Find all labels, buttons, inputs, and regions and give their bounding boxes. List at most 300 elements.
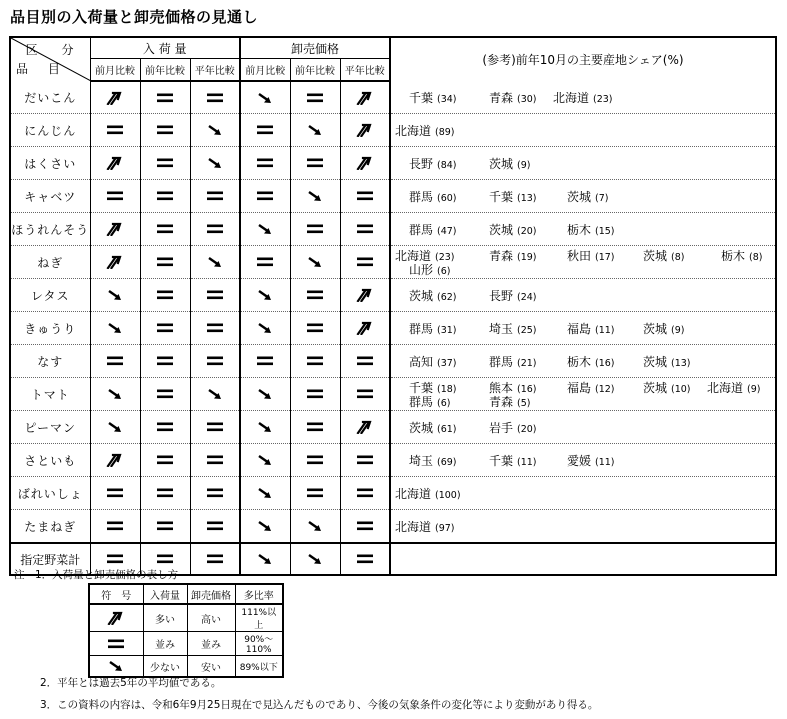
header-subcol-0: 前月比較 [90,59,140,82]
share-line [395,421,775,435]
equal-icon [155,519,175,533]
share-entry [409,263,450,279]
mark-cell [290,444,340,477]
share-cell [390,345,776,378]
share-percent: (16) [595,358,615,369]
legend-header-symbol: 符 号 [89,584,143,604]
equal-icon [305,321,325,335]
decrease-arrow-icon [255,288,275,302]
item-name: さといも [10,444,90,477]
share-percent: (9) [671,325,685,336]
mark-cell [240,147,290,180]
decrease-arrow-icon [255,453,275,467]
mark-cell [240,180,290,213]
mark-cell [340,312,390,345]
header-subcol-1: 前年比較 [140,59,190,82]
mark-cell [290,345,340,378]
legend-rate: 89%以下 [235,656,283,678]
share-percent: (34) [437,94,457,105]
share-entry [395,124,455,140]
share-entry [409,395,450,411]
prefecture-name: 北海道 [707,381,744,395]
equal-icon [355,255,375,269]
share-entry [395,520,455,536]
share-percent: (37) [437,358,457,369]
equal-icon [255,354,275,368]
item-name: にんじん [10,114,90,147]
share-line [395,487,775,501]
share-percent: (23) [593,94,613,105]
equal-icon [155,288,175,302]
mark-cell [340,213,390,246]
equal-icon [155,552,175,566]
table-row [10,180,776,213]
equal-icon [155,222,175,236]
share-line [395,520,775,534]
share-line [395,190,775,204]
share-cell [390,477,776,510]
mark-cell [340,114,390,147]
share-line [395,289,775,303]
share-percent: (10) [671,384,691,395]
mark-cell [190,213,240,246]
share-percent: (24) [517,292,537,303]
share-cell [390,312,776,345]
share-entry [567,223,615,239]
equal-icon [205,222,225,236]
share-line [395,381,775,395]
legend-table [88,583,284,678]
mark-cell [90,378,140,411]
share-percent: (5) [517,398,531,409]
mark-cell [340,444,390,477]
prefecture-name: 群馬 [409,190,434,204]
share-percent: (69) [437,457,457,468]
prefecture-name: 愛媛 [567,454,592,468]
prefecture-name: 千葉 [409,381,434,395]
equal-icon [305,288,325,302]
equal-icon [155,387,175,401]
prefecture-name: 千葉 [489,190,514,204]
mark-cell [190,114,240,147]
mark-cell [340,477,390,510]
mark-cell [90,147,140,180]
legend-supply: 並み [143,632,187,656]
increase-arrow-icon [355,321,375,335]
table-row [10,279,776,312]
item-name: トマト [10,378,90,411]
decrease-arrow-icon [205,387,225,401]
equal-icon [205,91,225,105]
equal-icon [305,420,325,434]
page-title: 品目別の入荷量と卸売価格の見通し [10,8,259,26]
mark-cell [140,81,190,114]
share-entry [489,190,537,206]
share-line [395,91,775,105]
legend-rate: 90%～110% [235,632,283,656]
decrease-arrow-icon [305,255,325,269]
share-percent: (8) [749,252,763,263]
prefecture-name: 長野 [409,157,434,171]
equal-icon [106,637,126,651]
mark-cell [240,81,290,114]
prefecture-name: 群馬 [409,395,434,409]
share-line [395,223,775,237]
prefecture-name: 茨城 [643,249,668,263]
item-name: ピーマン [10,411,90,444]
mark-cell [340,246,390,279]
header-subcol-5: 平年比較 [340,59,390,82]
equal-icon [255,255,275,269]
total-mark-cell [290,543,340,575]
share-percent: (7) [595,193,609,204]
equal-icon [305,453,325,467]
total-mark-cell [190,543,240,575]
equal-icon [355,222,375,236]
equal-icon [205,453,225,467]
share-percent: (30) [517,94,537,105]
prefecture-name: 茨城 [409,289,434,303]
table-row [10,147,776,180]
equal-icon [105,552,125,566]
prefecture-name: 茨城 [643,355,668,369]
equal-icon [155,91,175,105]
share-cell [390,510,776,544]
mark-cell [240,444,290,477]
share-entry [409,355,457,371]
share-percent: (16) [517,384,537,395]
mark-cell [90,180,140,213]
share-percent: (6) [437,266,451,277]
legend-price: 高い [187,604,235,632]
prefecture-name: 埼玉 [409,454,434,468]
share-percent: (18) [437,384,457,395]
share-entry [489,395,530,411]
share-percent: (61) [437,424,457,435]
equal-icon [155,255,175,269]
mark-cell [90,345,140,378]
share-line [395,263,775,277]
mark-cell [140,312,190,345]
legend-row [89,604,283,632]
decrease-arrow-icon [255,552,275,566]
equal-icon [305,486,325,500]
share-percent: (84) [437,160,457,171]
share-entry [409,454,457,470]
header-subcol-2: 平年比較 [190,59,240,82]
mark-cell [190,246,240,279]
share-entry [567,355,615,371]
decrease-arrow-icon [255,420,275,434]
equal-icon [155,354,175,368]
mark-cell [90,477,140,510]
share-entry [409,190,457,206]
mark-cell [190,312,240,345]
mark-cell [290,378,340,411]
increase-arrow-icon [105,91,125,105]
prefecture-name: 北海道 [395,124,432,138]
legend-symbol [89,656,143,678]
increase-arrow-icon [355,91,375,105]
mark-cell [290,180,340,213]
mark-cell [190,345,240,378]
header-subcol-4: 前年比較 [290,59,340,82]
prefecture-name: 秋田 [567,249,592,263]
share-line [395,454,775,468]
item-name: キャベツ [10,180,90,213]
prefecture-name: 栃木 [567,355,592,369]
equal-icon [305,387,325,401]
mark-cell [240,246,290,279]
equal-icon [205,189,225,203]
prefecture-name: 千葉 [409,91,434,105]
mark-cell [340,411,390,444]
equal-icon [355,486,375,500]
note-1: 注 1．入荷量と卸売価格の表し方 [14,569,179,581]
increase-arrow-icon [355,288,375,302]
note-2: 2．平年とは過去5年の平均値である。 [40,677,222,689]
share-percent: (100) [435,490,461,501]
prefecture-name: 山形 [409,263,434,277]
prefecture-name: 栃木 [567,223,592,237]
total-name: 指定野菜計 [10,543,90,575]
mark-cell [190,378,240,411]
prefecture-name: 福島 [567,381,592,395]
mark-cell [90,510,140,544]
item-name: レタス [10,279,90,312]
share-cell [390,411,776,444]
mark-cell [190,444,240,477]
share-percent: (13) [517,193,537,204]
prefecture-name: 北海道 [395,249,432,263]
equal-icon [155,123,175,137]
total-share-cell [390,543,776,575]
legend-header-supply: 入荷量 [143,584,187,604]
decrease-arrow-icon [255,222,275,236]
equal-icon [205,486,225,500]
decrease-arrow-icon [255,387,275,401]
equal-icon [305,354,325,368]
equal-icon [205,420,225,434]
legend-price: 並み [187,632,235,656]
share-line [395,124,775,138]
prefecture-name: 北海道 [395,487,432,501]
total-mark-cell [240,543,290,575]
share-entry [643,355,691,371]
share-entry [409,91,457,107]
mark-cell [140,180,190,213]
table-row [10,477,776,510]
mark-cell [140,477,190,510]
share-entry [567,190,608,206]
mark-cell [340,345,390,378]
legend-header-rate: 多比率 [235,584,283,604]
share-percent: (62) [437,292,457,303]
mark-cell [140,345,190,378]
header-reference: (参考)前年10月の主要産地シェア(%) [390,37,776,81]
total-mark-cell [340,543,390,575]
equal-icon [355,387,375,401]
prefecture-name: 北海道 [553,91,590,105]
mark-cell [240,411,290,444]
share-cell [390,114,776,147]
mark-cell [140,114,190,147]
mark-cell [140,213,190,246]
share-entry [489,355,537,371]
share-percent: (11) [595,457,615,468]
share-percent: (8) [671,252,685,263]
share-entry [409,157,457,173]
decrease-arrow-icon [255,519,275,533]
legend-supply: 多い [143,604,187,632]
share-percent: (89) [435,127,455,138]
increase-arrow-icon [355,156,375,170]
prefecture-name: 茨城 [567,190,592,204]
mark-cell [90,444,140,477]
prefecture-name: 群馬 [409,223,434,237]
share-entry [643,322,684,338]
prefecture-name: 北海道 [395,520,432,534]
equal-icon [205,354,225,368]
mark-cell [190,279,240,312]
prefecture-name: 栃木 [721,249,746,263]
share-percent: (15) [595,226,615,237]
mark-cell [240,378,290,411]
table-row [10,114,776,147]
equal-icon [305,91,325,105]
legend-symbol [89,632,143,656]
prefecture-name: 茨城 [489,157,514,171]
share-percent: (31) [437,325,457,336]
item-name: きゅうり [10,312,90,345]
share-line [395,355,775,369]
share-cell [390,378,776,411]
mark-cell [340,378,390,411]
equal-icon [205,321,225,335]
mark-cell [340,180,390,213]
mark-cell [90,411,140,444]
header-kubun: 区 分 [25,43,84,57]
mark-cell [290,81,340,114]
share-percent: (9) [747,384,761,395]
legend-symbol [89,604,143,632]
equal-icon [255,123,275,137]
share-cell [390,180,776,213]
mark-cell [140,444,190,477]
equal-icon [105,123,125,137]
mark-cell [240,345,290,378]
decrease-arrow-icon [305,552,325,566]
mark-cell [240,510,290,544]
share-percent: (19) [517,252,537,263]
prefecture-name: 福島 [567,322,592,336]
prefecture-name: 群馬 [409,322,434,336]
equal-icon [155,453,175,467]
mark-cell [190,477,240,510]
mark-cell [90,213,140,246]
share-percent: (11) [595,325,615,336]
prefecture-name: 茨城 [643,322,668,336]
share-entry [489,91,537,107]
legend-price: 安い [187,656,235,678]
mark-cell [190,180,240,213]
share-entry [489,157,530,173]
decrease-arrow-icon [205,255,225,269]
share-cell [390,81,776,114]
item-name: だいこん [10,81,90,114]
prefecture-name: 茨城 [489,223,514,237]
table-row [10,81,776,114]
mark-cell [90,246,140,279]
equal-icon [305,156,325,170]
item-name: はくさい [10,147,90,180]
decrease-arrow-icon [305,519,325,533]
decrease-arrow-icon [255,486,275,500]
mark-cell [140,147,190,180]
share-entry [409,289,457,305]
equal-icon [205,519,225,533]
share-entry [489,289,537,305]
share-percent: (20) [517,226,537,237]
table-row [10,510,776,544]
share-entry [553,91,613,107]
header-subcol-3: 前月比較 [240,59,290,82]
mark-cell [190,81,240,114]
share-percent: (21) [517,358,537,369]
share-cell [390,246,776,279]
decrease-arrow-icon [205,156,225,170]
share-line [395,157,775,171]
share-line [395,395,775,409]
increase-arrow-icon [106,611,126,625]
legend-row [89,656,283,678]
share-percent: (97) [435,523,455,534]
mark-cell [190,147,240,180]
legend-supply: 少ない [143,656,187,678]
prefecture-name: 茨城 [409,421,434,435]
mark-cell [190,510,240,544]
share-cell [390,213,776,246]
item-name: なす [10,345,90,378]
mark-cell [90,81,140,114]
decrease-arrow-icon [105,420,125,434]
mark-cell [340,279,390,312]
share-percent: (25) [517,325,537,336]
share-entry [395,487,461,503]
mark-cell [290,279,340,312]
decrease-arrow-icon [305,123,325,137]
mark-cell [290,246,340,279]
equal-icon [155,420,175,434]
increase-arrow-icon [105,222,125,236]
decrease-arrow-icon [305,189,325,203]
table-row [10,312,776,345]
outlook-table [9,36,777,576]
mark-cell [140,279,190,312]
share-entry [567,454,615,470]
equal-icon [355,552,375,566]
equal-icon [255,156,275,170]
table-row [10,246,776,279]
decrease-arrow-icon [106,659,126,673]
decrease-arrow-icon [105,387,125,401]
mark-cell [340,510,390,544]
share-line [395,322,775,336]
equal-icon [105,486,125,500]
decrease-arrow-icon [255,91,275,105]
mark-cell [240,312,290,345]
item-name: ねぎ [10,246,90,279]
